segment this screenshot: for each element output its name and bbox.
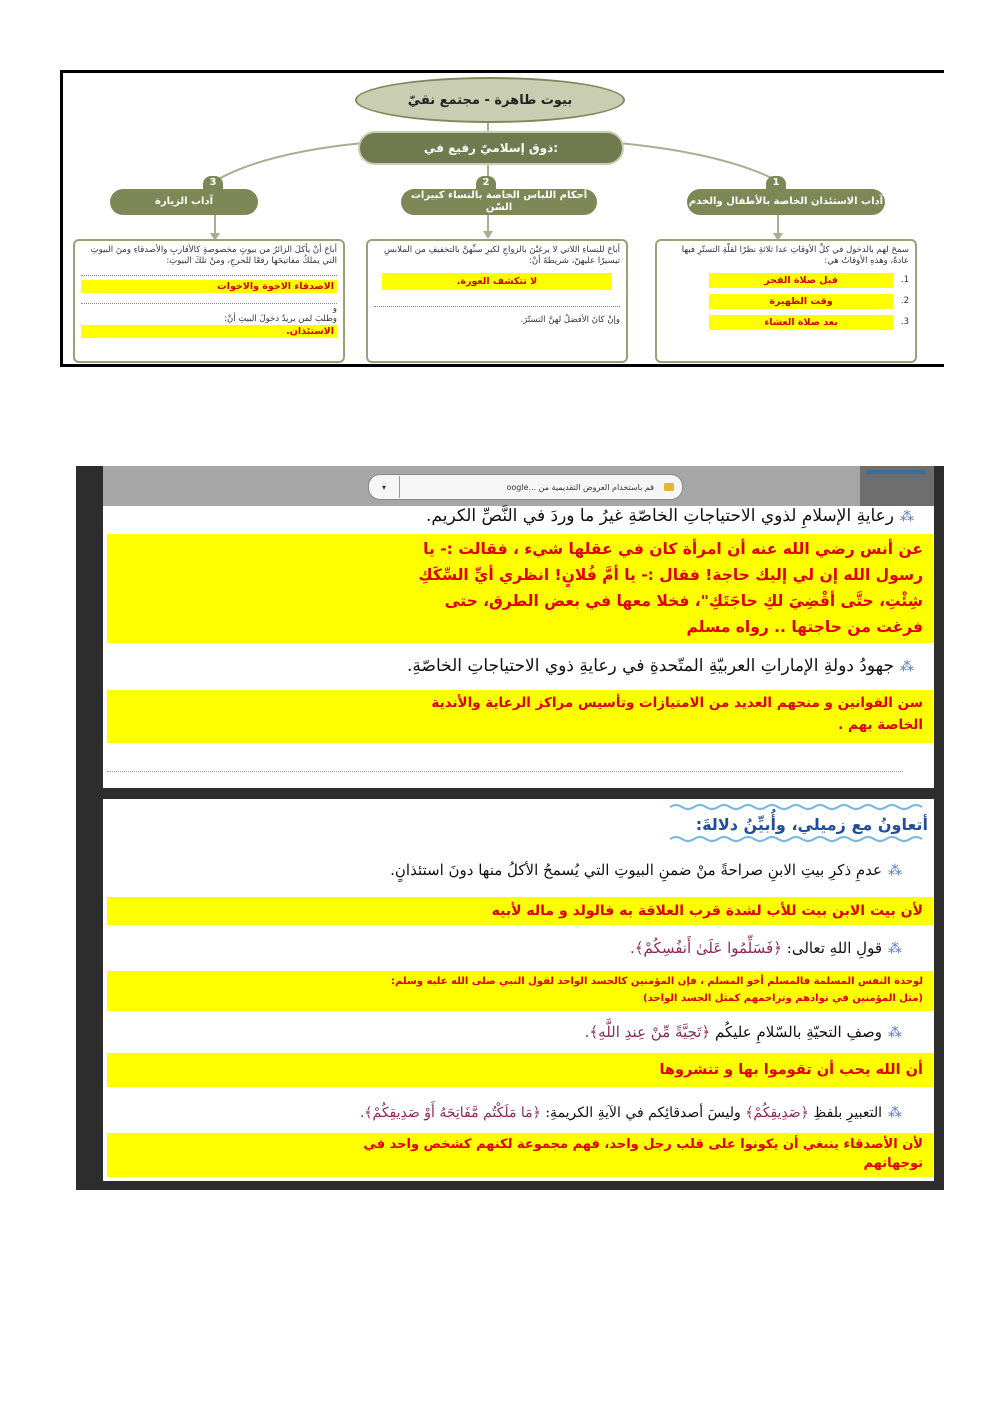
star-icon: ⁂ (888, 1105, 902, 1121)
worksheet-screenshot (76, 466, 944, 1190)
branch-3-answer-2: الاستئذان. (81, 325, 337, 338)
map-title: بيوت طاهرة - مجتمع نقيّ (355, 77, 625, 123)
branch-1-item: 1. قبل صلاة الفجر (663, 273, 909, 288)
answer-1-box: عن أنس رضي الله عنه أن امرأة كان في عقلها شيء ، فقالت :- يا رسول الله إن لي إليك حاجة! فقال :- يا أمَّ فُلانٍ! انظري أيِّ السِّكَكِ شِئْتِ، حتَّى أقْضِيَ لكِ حاجَتَكِ"، فخلا معها في بعض الطرق، حتى فرغت من حاجتها .. رواه مسلم (107, 534, 933, 643)
branch-3-box (73, 239, 345, 363)
item-4-question: ⁂التعبيرِ بلفظِ ﴿صَدِيقِكُمْ﴾ وليسَ أصدقائِكم في الآيةِ الكريمةِ: ﴿مَا مَلَكْتُم مَّفَاتِحَهُ أَوْ صَدِيقِكُمْ﴾. (359, 1105, 902, 1121)
map-subtitle: ذوق إسلاميّ رفيع في: (358, 131, 624, 165)
dotted-line (81, 293, 337, 304)
item-2-answer: لوحدة النفس المسلمة فالمسلم أخو المسلم ، فإن المؤمنين كالجسد الواحد لقول النبي صلى الله عليه وسلم: (مثل المؤمنين في توادهم وتراحمهم كمثل الجسد الواحد) (107, 971, 933, 1011)
branch-3-text-2: وطلبَ لمن يريدُ دخولَ البيتِ أنْ: (224, 314, 337, 324)
item-3-answer: أن الله يحب أن تقوموا بها و تنشروها (107, 1053, 933, 1087)
star-icon: ⁂ (888, 941, 902, 957)
branch-3-text: أباحَ أنْ يأكلَ الزائرُ من بيوتٍ مخصوصةٍ كالأقاربِ والأصدقاءِ ومنَ البيوتِ التي يملكُ مفاتيحَها رفعًا للحرجِ، ومنْ تلكَ البيوتِ: (90, 245, 337, 266)
item-4-answer: لأن الأصدقاء ينبغي أن يكونوا على قلب رجل واحد، فهم مجموعة لكنهم كشخص واحد في توجهاتهم (107, 1133, 933, 1177)
quran-verse: ﴿فَسَلِّمُوا عَلَىٰ أَنفُسِكُمْ﴾. (630, 939, 782, 957)
question-2: ⁂جهودُ دولةِ الإماراتِ العربيّةِ المتّحدةِ في رعايةِ ذوي الاحتياجاتِ الخاصّةِ. (407, 656, 914, 676)
mind-map-panel (60, 70, 944, 367)
branch-2-number: 2 (476, 176, 496, 190)
notification-popup[interactable] (368, 474, 683, 500)
dotted-line (374, 290, 620, 307)
quran-verse: ﴿صَدِيقِكُمْ﴾ (745, 1105, 809, 1121)
item-3-question: ⁂وصفِ التحيّةِ بالسّلامِ عليكُم ﴿تَحِيَّةً مِّنْ عِندِ اللَّهِ﴾. (584, 1023, 902, 1041)
branch-2-answer: لا تتكشف العورة. (382, 273, 612, 290)
folder-icon (664, 483, 674, 491)
star-icon: ⁂ (900, 659, 914, 675)
dotted-line (81, 267, 337, 276)
left-strip (76, 466, 103, 1190)
branch-1-item: 3. بعد صلاة العشاء (663, 315, 909, 330)
branch-2-box (366, 239, 628, 363)
item-1-answer: لأن بيت الابن بيت للأب لشدة قرب العلاقة به فالولد و ماله لأبيه (107, 897, 933, 925)
dotted-line (107, 771, 903, 772)
star-icon: ⁂ (888, 863, 902, 879)
branch-3-title: آداب الزيارة (110, 189, 258, 215)
branch-3-answer-1: الاصدقاء الاخوة والاخوات (81, 280, 337, 293)
branch-3-number: 3 (203, 176, 223, 190)
question-1: ⁂رعايةِ الإسلامِ لذوي الاحتياجاتِ الخاصّةِ غيرُ ما وردَ في النَّصِّ الكريم. (426, 506, 914, 526)
branch-1-box (655, 239, 917, 363)
branch-1-answer-2: وقت الظهيرة (709, 294, 893, 309)
worksheet-pane-1 (103, 466, 934, 788)
worksheet-pane-2 (103, 799, 934, 1181)
branch-2-footer: وإنْ كانَ الأفضلُ لهنَّ التستّرَ. (520, 315, 620, 325)
branch-1-answer-1: قبل صلاة الفجر (709, 273, 893, 288)
item-1-question: ⁂عدمِ ذكرِ بيتِ الابنِ صراحةً منْ ضمنِ البيوتِ التي يُسمحُ الأكلُ منها دونَ استئذانٍ. (390, 861, 902, 879)
heading-wave-frame (670, 803, 930, 843)
quran-verse: ﴿تَحِيَّةً مِّنْ عِندِ اللَّهِ﴾. (584, 1023, 711, 1041)
branch-1-text: سمحَ لهم بالدخول في كلِّ الأوقاتِ عدا ثلاثةِ نظرًا لقلّةِ التستّرِ فيها عادةً، وهذهِ الأوقاتُ هي: (681, 245, 909, 266)
branch-2-text: أباحَ للنساءِ اللاتي لا يرغبْنَ بالزواجِ لكبرِ سنِّهنَّ بالتخفيفِ من الملابسِ تيسيرًا عليهنّ، شريطةَ أنْ: (383, 245, 620, 266)
toolbar-right-block (860, 466, 934, 506)
branch-3-and: و (332, 304, 337, 314)
item-2-question: ⁂قولِ اللهِ تعالى: ﴿فَسَلِّمُوا عَلَىٰ أَنفُسِكُمْ﴾. (630, 939, 902, 957)
dropdown-icon[interactable]: ▾ (369, 476, 400, 498)
star-icon: ⁂ (888, 1025, 902, 1041)
branch-2-title: أحكام اللباس الخاصة بالنساء كبيرات السّن (401, 189, 597, 215)
quran-verse: ﴿مَا مَلَكْتُم مَّفَاتِحَهُ أَوْ صَدِيقِكُمْ﴾. (359, 1105, 541, 1121)
section-heading: أتعاونُ مع زميلي، وأُبيِّنُ دلالةَ: (695, 815, 928, 834)
popup-text: قم باستخدام العروض التقديمية من ...oogle (506, 482, 654, 492)
branch-1-item: 2. وقت الظهيرة (663, 294, 909, 309)
star-icon: ⁂ (900, 509, 914, 525)
branch-1-title: آداب الاستئذان الخاصة بالأطفال والخدم (687, 189, 885, 215)
branch-1-answer-3: بعد صلاة العشاء (709, 315, 893, 330)
answer-2-box: سن القوانين و منحهم العديد من الامتيازات وتأسيس مراكز الرعاية والأندية الخاصة بهم . (107, 690, 933, 743)
branch-1-number: 1 (766, 176, 786, 190)
